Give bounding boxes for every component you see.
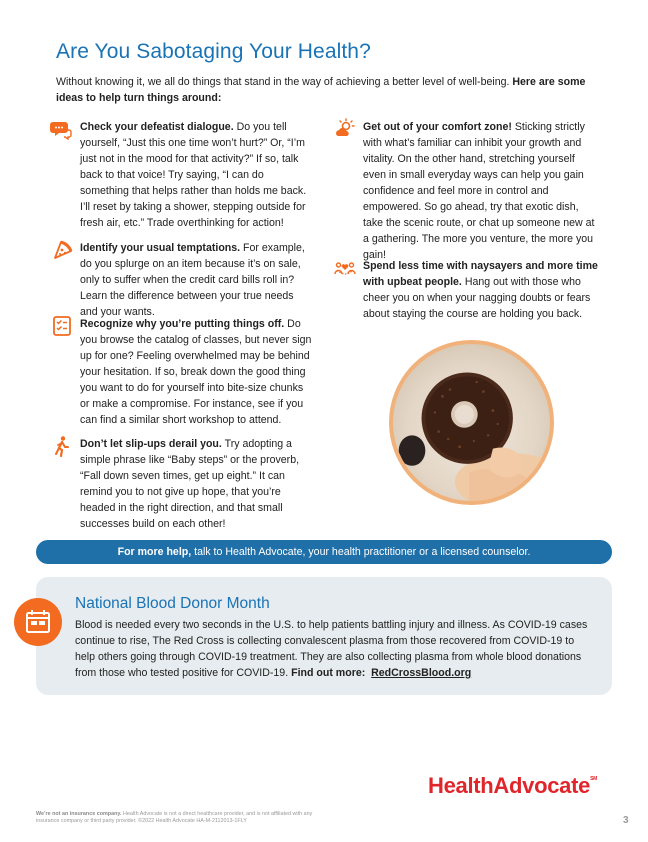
logo-mark: SM [590, 776, 597, 782]
tip-usual-temptations [80, 240, 312, 320]
tip-body: Sticking strictly with what’s familiar can inhibit your growth and vitality. On the other hand, stretching yourself even in small everyday ways can help you gain confidence and feel more in control and empowered. So go ahead, try that exotic dish, take the scenic route, or chat up someone new at a gathering. The more you venture, the more you gain! [363, 121, 595, 261]
help-text: talk to Health Advocate, your health practitioner or a licensed counselor. [191, 546, 531, 558]
page-number: 3 [623, 815, 629, 826]
footer-bold: We’re not an insurance company. [36, 811, 122, 817]
tip-heading: Check your defeatist dialogue. [80, 121, 234, 133]
donut-photo [389, 340, 554, 505]
donor-body [75, 617, 595, 681]
calendar-icon [14, 598, 62, 646]
logo-text: HealthAdvocate [428, 773, 591, 798]
tip-slip-ups [80, 436, 312, 532]
tip-comfort-zone [363, 119, 595, 263]
tip-defeatist-dialogue [80, 119, 312, 231]
tip-body: For example, do you splurge on an item because it’s on sale, only to suffer when the credit card bills roll in? Learn the difference between your true needs and your wants. [80, 242, 305, 318]
intro-paragraph [56, 74, 596, 106]
tip-heading: Get out of your comfort zone! [363, 121, 512, 133]
sun-cloud-icon [334, 118, 356, 140]
page-title: Are You Sabotaging Your Health? [56, 40, 371, 63]
help-banner [36, 540, 612, 564]
checklist-icon [51, 315, 73, 337]
speech-bubble-icon [50, 118, 72, 140]
help-bold: For more help, [117, 546, 192, 558]
tip-heading: Recognize why you’re putting things off. [80, 318, 285, 330]
tip-naysayers [363, 258, 598, 322]
donor-title: National Blood Donor Month [75, 595, 270, 612]
intro-bold: Here are some ideas to help turn things around: [56, 76, 586, 104]
tip-heading: Spend less time with naysayers and more time with upbeat people. [363, 260, 598, 288]
footer-disclaimer [36, 811, 336, 825]
tip-heading: Don’t let slip-ups derail you. [80, 438, 222, 450]
tip-body: Do you browse the catalog of classes, but never sign up for one? Feeling overwhelmed may be behind your hesitation. If so, break down the good thing you want to do for yourself into bite-size chunks or make a compromise. For instance, see if you can find a similar short workshop to attend. [80, 318, 312, 426]
people-heart-icon [334, 257, 356, 279]
donor-text: Blood is needed every two seconds in the U.S. to help patients battling injury and illness. As COVID-19 cases continue to rise, The Red Cross is collecting convalescent plasma from those recovered from COVID-19 to help others going through COVID-19 treatment. They are also collecting plasma from whole blood donations from those who tested positive for COVID-19. [75, 619, 588, 679]
tip-body: Hang out with those who cheer you on when your nagging doubts or fears about staying the course are holding you back. [363, 276, 591, 320]
intro-text: Without knowing it, we all do things that stand in the way of achieving a better level of well-being. [56, 76, 513, 88]
pizza-slice-icon [52, 239, 74, 261]
person-walking-icon [51, 435, 73, 457]
donor-cta: Find out more: [291, 667, 366, 679]
tip-body: Do you tell yourself, “Just this one time won’t hurt?” Or, “I’m just not in the mood for that activity?” If so, talk back to that voice! Try saying, “I can do something that helps rather than holds me back. I’ll reset by taking a shower, stepping outside for fresh air, etc.” Trade overthinking for action! [80, 121, 307, 229]
tip-putting-things-off [80, 316, 312, 428]
redcross-link[interactable]: RedCrossBlood.org [371, 667, 472, 679]
tip-heading: Identify your usual temptations. [80, 242, 241, 254]
tip-body: Try adopting a simple phrase like “Baby steps” or the proverb, “Fall down seven times, get up eight.” It can remind you to not give up hope, that you’re headed in the right direction, and that small successes build on each other! [80, 438, 300, 530]
footer-text: Health Advocate is not a direct healthcare provider, and is not affiliated with any insurance company or third party provider. ©2022 Health Advocate HA-M-2112013-1FLY [36, 811, 313, 824]
health-advocate-logo [428, 773, 597, 799]
